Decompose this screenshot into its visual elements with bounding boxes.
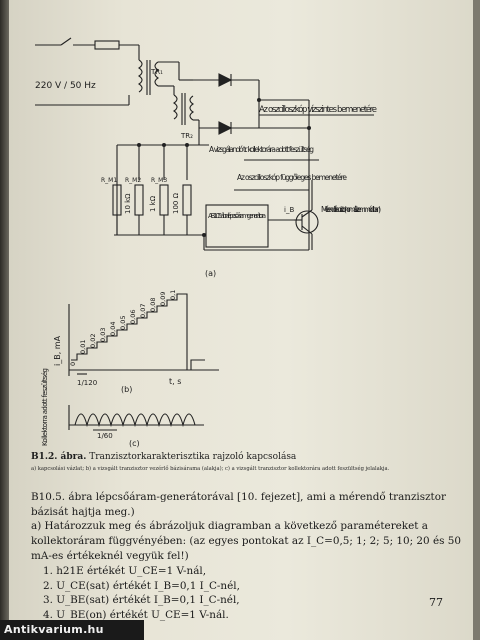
- collector-voltage-label: A vizsgálandó tr. kollektorára adott feszültség: [209, 145, 315, 154]
- book-page: [9, 0, 473, 640]
- transistor-label: Mérendő tranzisztor (normál üzemmódban): [321, 205, 382, 214]
- tr1-label: TR₁: [151, 68, 163, 76]
- resistor-name-1: R_M1: [101, 177, 118, 184]
- list-item: 4. U_BE(on) értékét U_CE=1 V-nál.: [43, 608, 229, 621]
- figure-title: Tranzisztorkarakterisztika rajzoló kapcsolása: [89, 452, 297, 462]
- page-number: 77: [429, 596, 443, 609]
- resistor-name-2: R_M2: [125, 177, 142, 184]
- step-5: 0,05: [119, 315, 127, 330]
- part-c-label: (c): [129, 439, 140, 448]
- part-b-label: (b): [121, 385, 133, 394]
- resistor-value-2: 1 kΩ: [149, 195, 157, 212]
- staircase-period-label: 1/120: [77, 379, 98, 387]
- step-7: 0,07: [139, 303, 147, 318]
- circuit-figure: [9, 0, 473, 450]
- step-9: 0,09: [159, 291, 167, 306]
- step-2: 0,02: [89, 333, 97, 348]
- step-4: 0,04: [109, 321, 117, 336]
- staircase-y-label: i_B, mA: [53, 335, 62, 366]
- list-item: 3. U_BE(sat) értékét I_B=0,1 I_C-nél,: [43, 594, 240, 606]
- figure-number: B1.2. ábra.: [31, 452, 87, 462]
- tr2-label: TR₂: [181, 132, 193, 140]
- task-paragraph: a) Határozzuk meg és ábrázoljuk diagramban a következő paramétereket a kollektoráram függvényében: (az egyes pontokat az I_C=0,5; 1; 2; 5; 10; 20 és 50 mA-es értékeknél vegyük fel!): [31, 520, 461, 562]
- horizontal-input-label: Az oszcilloszkóp vízszintes bemenetére: [259, 105, 377, 115]
- parameter-list: [43, 564, 240, 622]
- vertical-input-label: Az oszcilloszkóp függőleges bemenetére: [237, 173, 347, 182]
- list-item: 2. U_CE(sat) értékét I_B=0,1 I_C-nél,: [43, 579, 240, 592]
- ib-label: i_B: [284, 206, 295, 214]
- staircase-time-label: t, s: [169, 377, 182, 386]
- resistor-value-1: 10 kΩ: [124, 193, 132, 214]
- mains-label: 220 V / 50 Hz: [35, 81, 96, 91]
- intro-paragraph: B10.5. ábra lépcsőáram-generátorával [10. fejezet], ami a mérendő tranzisztor bázisát hajtja meg.): [31, 491, 446, 518]
- collector-period-label: 1/60: [97, 432, 113, 440]
- step-6: 0,06: [129, 309, 137, 324]
- book-spine-shadow: [0, 0, 9, 640]
- generator-label: A B10.5. ábra lépcsőáram-generátora: [208, 212, 267, 220]
- figure-caption-note: a) kapcsolási vázlat; b) a vizsgált tranzisztor vezérlő bázisárama (alakja); c) a vizsgált tranzisztor kollektorára adott feszültség jelalakja.: [31, 466, 390, 472]
- collector-wave-y-label: Kollektorra adott feszültség: [41, 368, 49, 446]
- step-1: 0,01: [79, 339, 87, 354]
- part-a-label: (a): [205, 269, 217, 278]
- figure-caption: [31, 452, 451, 462]
- watermark: Antikvarium.hu: [0, 620, 144, 640]
- list-item: 1. h21E értékét U_CE=1 V-nál,: [43, 565, 207, 577]
- resistor-value-3: 100 Ω: [172, 193, 180, 214]
- step-10: 0,1: [169, 289, 177, 300]
- resistor-name-3: R_M3: [151, 177, 168, 184]
- step-3: 0,03: [99, 327, 107, 342]
- step-8: 0,08: [149, 297, 157, 312]
- step-0: 0: [69, 361, 77, 366]
